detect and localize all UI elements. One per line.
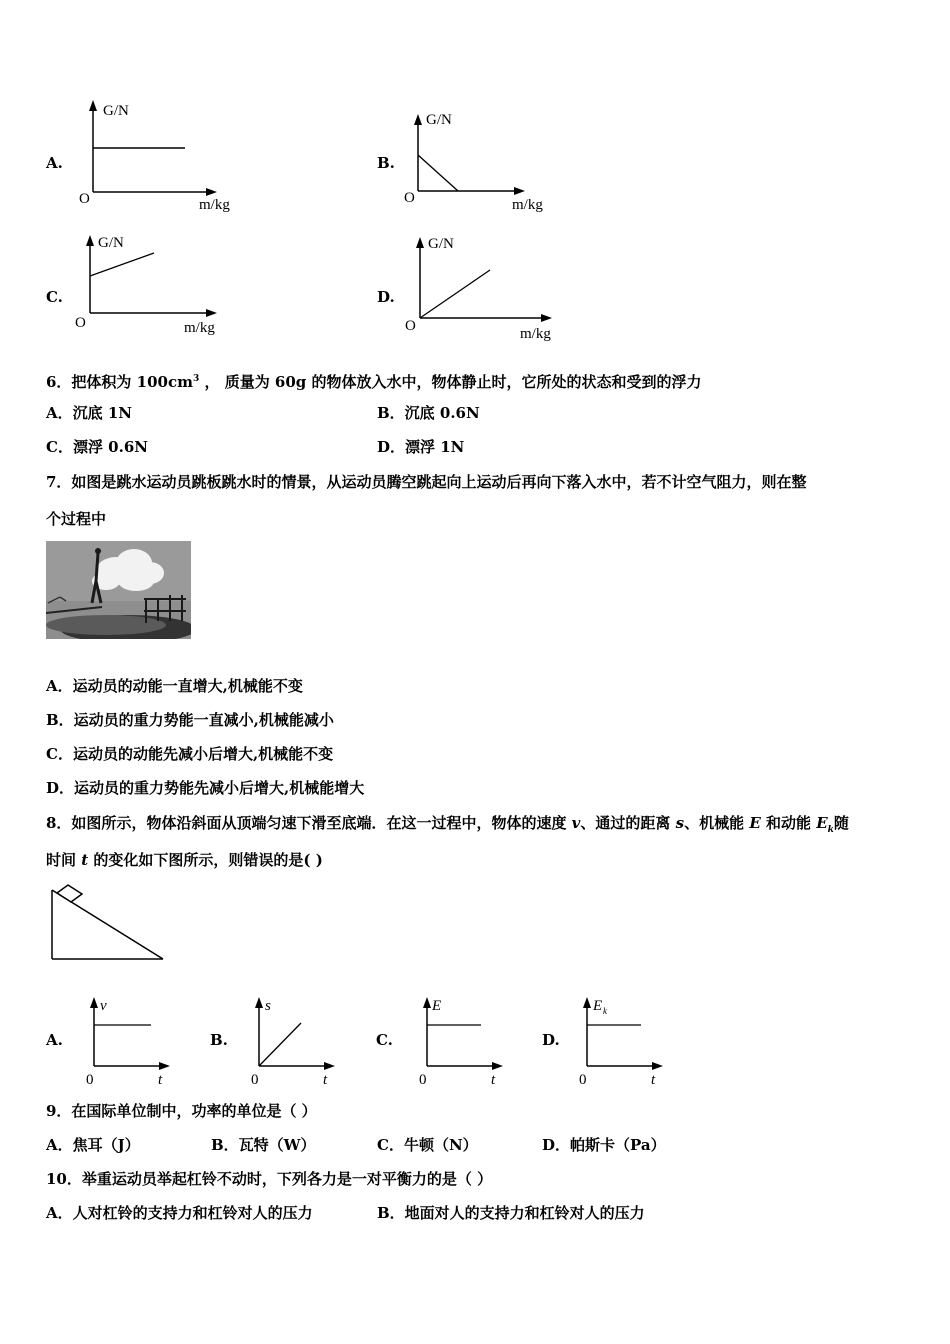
x-label: m/kg	[184, 320, 215, 336]
y-label: G/N	[103, 103, 129, 119]
q7-option-d[interactable]: D．运动员的重力势能先减小后增大,机械能增大	[46, 779, 365, 797]
q5-graph-c	[70, 228, 250, 343]
origin-label: O	[405, 318, 416, 334]
origin-label: 0	[419, 1072, 427, 1088]
x-label: m/kg	[520, 326, 551, 342]
q5-graph-a	[75, 95, 250, 215]
x-label: m/kg	[199, 197, 230, 213]
x-axis-arrow	[159, 1062, 170, 1070]
q8-option-a-letter: A.	[46, 1031, 63, 1049]
y-label: G/N	[428, 236, 454, 252]
x-label: t	[158, 1072, 163, 1088]
q6-stem: 6．把体积为 $100cm^3$ ， 质量为 60g 的物体放入水中，物体静止时，它所处的状态和受到的浮力	[46, 373, 702, 391]
x-label: t	[651, 1072, 656, 1088]
q8-graph-d	[571, 992, 671, 1092]
q9-option-a[interactable]: A．焦耳（J）	[46, 1136, 140, 1154]
x-axis-arrow	[652, 1062, 663, 1070]
q8-graph-a	[78, 992, 178, 1092]
sliding-block	[57, 885, 82, 902]
graph-line	[420, 270, 490, 318]
q8-graph-b	[243, 992, 343, 1092]
q8-stem-line2: 时间 t 的变化如下图所示，则错误的是( )	[46, 851, 323, 869]
q6-option-c[interactable]: C．漂浮 0.6N	[46, 438, 148, 456]
q8-option-b-letter: B.	[210, 1031, 228, 1049]
q6-option-a[interactable]: A．沉底 1N	[46, 404, 133, 422]
x-axis-arrow	[541, 314, 552, 322]
y-axis-arrow	[416, 237, 424, 248]
y-label: G/N	[426, 112, 452, 128]
q10-stem: 10．举重运动员举起杠铃不动时，下列各力是一对平衡力的是（ ）	[46, 1170, 493, 1188]
origin-label: O	[79, 191, 90, 207]
x-label: m/kg	[512, 197, 543, 213]
origin-label: O	[404, 190, 415, 206]
y-label: E	[432, 998, 442, 1014]
y-label: v	[100, 998, 107, 1014]
q9-option-c[interactable]: C．牛顿（N）	[377, 1136, 478, 1154]
y-axis-arrow	[423, 997, 431, 1008]
origin-label: 0	[251, 1072, 259, 1088]
y-label-subscript: k	[603, 1006, 607, 1016]
q6-option-b[interactable]: B．沉底 0.6N	[377, 404, 480, 422]
q8-option-d-letter: D.	[542, 1031, 560, 1049]
x-axis-arrow	[492, 1062, 503, 1070]
q7-option-b[interactable]: B．运动员的重力势能一直减小,机械能减小	[46, 711, 334, 729]
x-label: t	[491, 1072, 496, 1088]
q5-option-d-letter: D.	[377, 288, 395, 306]
q7-stem-line2: 个过程中	[46, 510, 107, 528]
x-axis-arrow	[206, 309, 217, 317]
y-axis-arrow	[414, 114, 422, 125]
graph-line	[90, 253, 154, 276]
origin-label: O	[75, 315, 86, 331]
y-axis-arrow	[86, 235, 94, 246]
y-axis-arrow	[90, 997, 98, 1008]
q8-stem-line1: 8．如图所示，物体沿斜面从顶端匀速下滑至底端．在这一过程中，物体的速度 v、通过的距离 s、机械能 E 和动能 $E_k$随	[46, 814, 849, 835]
q7-option-c[interactable]: C．运动员的动能先减小后增大,机械能不变	[46, 745, 334, 763]
q5-option-a-letter: A.	[46, 154, 63, 172]
q9-stem: 9．在国际单位制中，功率的单位是（ ）	[46, 1102, 317, 1120]
diving-illustration	[46, 541, 191, 639]
q10-option-b[interactable]: B．地面对人的支持力和杠铃对人的压力	[377, 1204, 645, 1222]
q6-option-d[interactable]: D．漂浮 1N	[377, 438, 465, 456]
y-label: E	[593, 998, 603, 1014]
x-axis-arrow	[514, 187, 525, 195]
x-label: t	[323, 1072, 328, 1088]
y-label: G/N	[98, 235, 124, 251]
origin-label: 0	[579, 1072, 587, 1088]
q9-option-b[interactable]: B．瓦特（W）	[211, 1136, 316, 1154]
q5-option-b-letter: B.	[377, 154, 395, 172]
q10-option-a[interactable]: A．人对杠铃的支持力和杠铃对人的压力	[46, 1204, 313, 1222]
incline-diagram	[46, 882, 171, 967]
y-label: s	[265, 998, 271, 1014]
q5-graph-b	[400, 105, 575, 220]
q8-option-c-letter: C.	[376, 1031, 393, 1049]
q8-graph-c	[411, 992, 511, 1092]
y-axis-arrow	[583, 997, 591, 1008]
q7-stem-line1: 7．如图是跳水运动员跳板跳水时的情景，从运动员腾空跳起向上运动后再向下落入水中，若不计空气阻力，则在整	[46, 473, 807, 491]
y-axis-arrow	[255, 997, 263, 1008]
q9-option-d[interactable]: D．帕斯卡（Pa）	[542, 1136, 666, 1154]
q5-option-c-letter: C.	[46, 288, 63, 306]
q5-graph-d	[400, 228, 575, 346]
x-axis-arrow	[324, 1062, 335, 1070]
graph-line	[418, 155, 458, 191]
graph-line	[259, 1023, 301, 1066]
q7-option-a[interactable]: A．运动员的动能一直增大,机械能不变	[46, 677, 303, 695]
x-axis-arrow	[206, 188, 217, 196]
origin-label: 0	[86, 1072, 94, 1088]
y-axis-arrow	[89, 100, 97, 111]
